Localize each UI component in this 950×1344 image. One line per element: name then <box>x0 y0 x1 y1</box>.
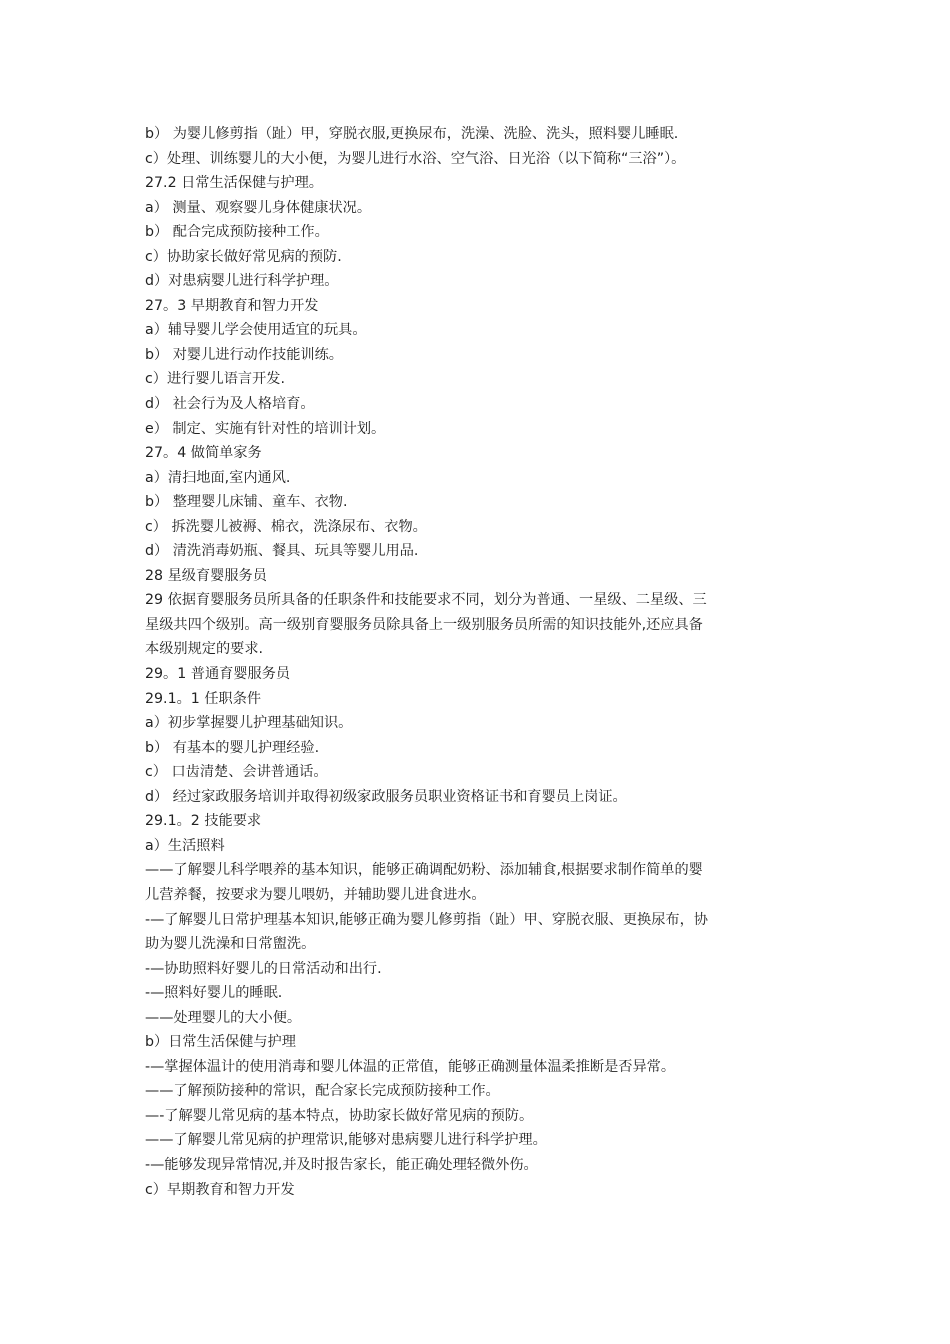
text-line: ——了解婴儿常见病的护理常识,能够对患病婴儿进行科学护理。 <box>145 1132 547 1149</box>
text-line: ——了解预防接种的常识，配合家长完成预防接种工作。 <box>145 1083 500 1100</box>
text-line: 本级别规定的要求. <box>145 641 264 658</box>
text-line: 儿营养餐，按要求为婴儿喂奶，并辅助婴儿进食进水。 <box>145 886 486 903</box>
text-line: a）清扫地面,室内通风. <box>145 469 291 486</box>
text-line: -—能够发现异常情况,并及时报告家长，能正确处理轻微外伤。 <box>145 1156 538 1173</box>
section-heading: 28 星级育婴服务员 <box>145 567 267 584</box>
text-line: -—照料好婴儿的睡眠. <box>145 985 283 1002</box>
text-line: a） 测量、观察婴儿身体健康状况。 <box>145 199 372 216</box>
text-line: 星级共四个级别。高一级别育婴服务员除具备上一级别服务员所需的知识技能外,还应具备 <box>145 616 703 633</box>
text-line: b） 配合完成预防接种工作。 <box>145 224 329 241</box>
text-line: b） 有基本的婴儿护理经验. <box>145 739 320 756</box>
text-line: b） 整理婴儿床铺、童车、衣物. <box>145 494 348 511</box>
text-line: d）对患病婴儿进行科学护理。 <box>145 273 339 290</box>
section-heading: 27。4 做简单家务 <box>145 445 262 462</box>
section-heading: 29.1。1 任职条件 <box>145 690 262 707</box>
section-heading: 29。1 普通育婴服务员 <box>145 666 291 683</box>
text-line: —-了解婴儿常见病的基本特点，协助家长做好常见病的预防。 <box>145 1107 534 1124</box>
text-line: a）生活照料 <box>145 837 225 854</box>
text-line: a）初步掌握婴儿护理基础知识。 <box>145 715 353 732</box>
section-heading: 29.1。2 技能要求 <box>145 813 262 830</box>
text-line: b） 为婴儿修剪指（趾）甲，穿脱衣服,更换尿布，洗澡、洗脸、洗头，照料婴儿睡眠. <box>145 126 679 142</box>
section-heading: 27.2 日常生活保健与护理。 <box>145 175 323 192</box>
text-line: e） 制定、实施有针对性的培训计划。 <box>145 420 386 437</box>
text-line: -—掌握体温计的使用消毒和婴儿体温的正常值，能够正确测量体温柔推断是否异常。 <box>145 1058 676 1075</box>
text-line: d） 清洗消毒奶瓶、餐具、玩具等婴儿用品. <box>145 543 419 560</box>
text-line: ——了解婴儿科学喂养的基本知识，能够正确调配奶粉、添加辅食,根据要求制作简单的婴 <box>145 862 703 879</box>
text-line: c）进行婴儿语言开发. <box>145 371 285 388</box>
text-line: -—了解婴儿日常护理基本知识,能够正确为婴儿修剪指（趾）甲、穿脱衣服、更换尿布，协 <box>145 911 708 928</box>
text-line: b） 对婴儿进行动作技能训练。 <box>145 346 343 363</box>
document-body <box>145 122 815 1202</box>
text-line: c） 口齿清楚、会讲普通话。 <box>145 764 328 781</box>
text-line: d） 经过家政服务培训并取得初级家政服务员职业资格证书和育婴员上岗证。 <box>145 788 627 805</box>
section-heading: 27。3 早期教育和智力开发 <box>145 297 319 314</box>
text-line: 29 依据育婴服务员所具备的任职条件和技能要求不同，划分为普通、一星级、二星级、三 <box>145 592 707 609</box>
text-line: d） 社会行为及人格培育。 <box>145 396 315 413</box>
text-line: c）协助家长做好常见病的预防. <box>145 248 342 265</box>
text-line: ——处理婴儿的大小便。 <box>145 1009 302 1026</box>
text-line: c）早期教育和智力开发 <box>145 1181 295 1198</box>
text-line: -—协助照料好婴儿的日常活动和出行. <box>145 960 382 977</box>
text-line: a）辅导婴儿学会使用适宜的玩具。 <box>145 322 367 339</box>
text-line: c）处理、训练婴儿的大小便，为婴儿进行水浴、空气浴、日光浴（以下简称“三浴”）。 <box>145 150 686 167</box>
text-line: c） 拆洗婴儿被褥、棉衣，洗涤尿布、衣物。 <box>145 518 427 535</box>
text-line: 助为婴儿洗澡和日常盥洗。 <box>145 936 316 953</box>
text-line: b）日常生活保健与护理 <box>145 1034 296 1051</box>
